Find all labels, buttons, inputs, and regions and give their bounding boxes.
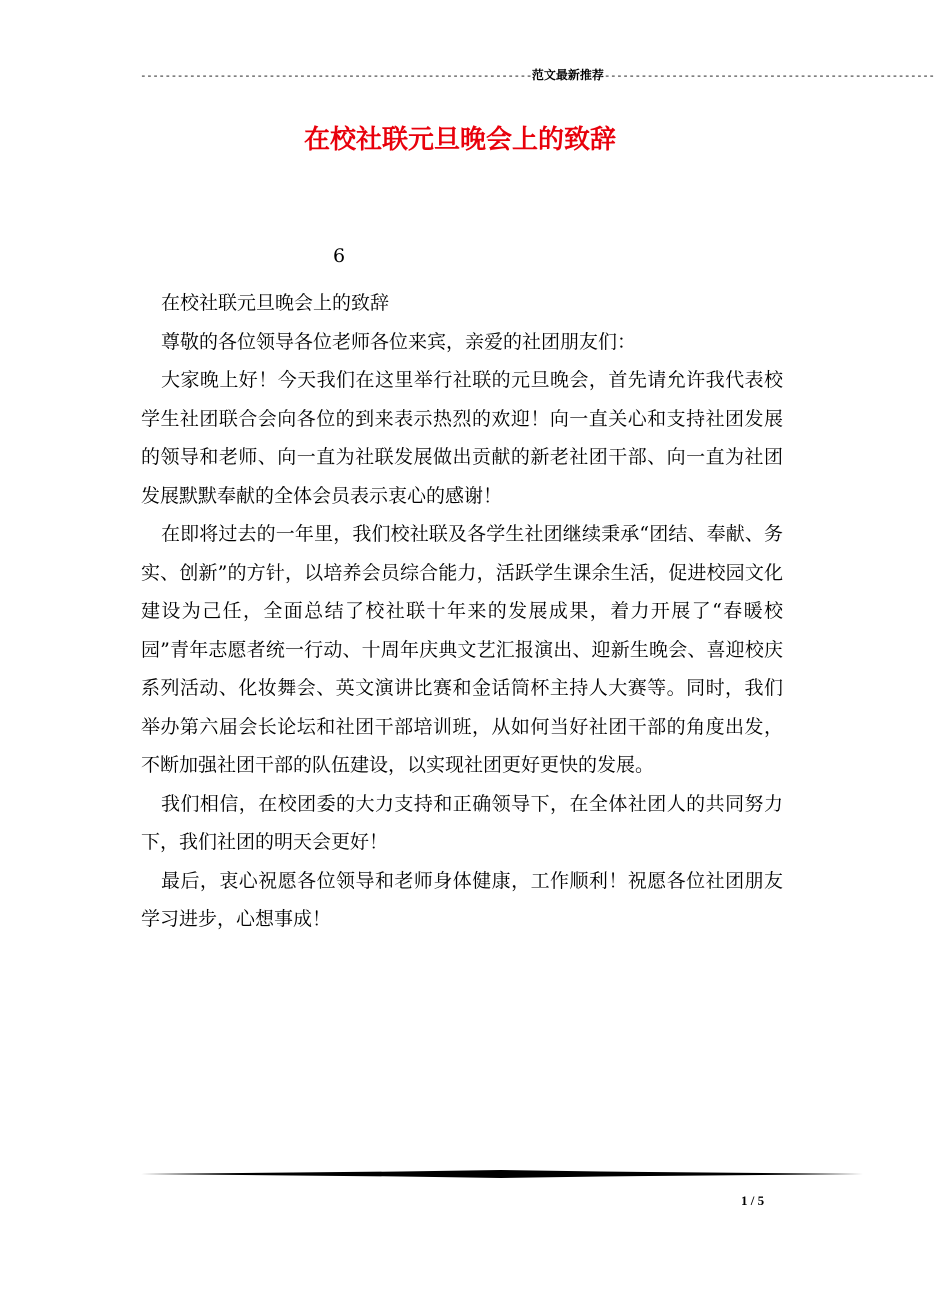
header-label: 范文最新推荐 (531, 68, 604, 82)
document-body (141, 284, 783, 939)
paragraph-salutation: 尊敬的各位领导各位老师各位来宾，亲爱的社团朋友们： (161, 330, 637, 353)
paragraph-review: 在即将过去的一年里，我们校社联及各学生社团继续秉承“团结、奉献、务实、创新”的方针，以培养会员综合能力，活跃学生课余生活，促进校园文化建设为己任，全面总结了校社联十年来的发展成果，着力开展了“春暖校园”青年志愿者统一行动、十周年庆典文艺汇报演出、迎新生晚会、喜迎校庆系列活动、化妆舞会、英文演讲比赛和金话筒杯主持人大赛等。同时，我们举办第六届会长论坛和社团干部培训班，从如何当好社团干部的角度出发，不断加强社团干部的队伍建设，以实现社团更好更快的发展。 (141, 523, 783, 776)
header-dashes-right: ------------------------------------------------------ (603, 69, 934, 82)
page-header (140, 67, 934, 84)
page-indicator: 1 / 5 (741, 1193, 765, 1208)
paragraph-closing: 最后，衷心祝愿各位领导和老师身体健康，工作顺利！祝愿各位社团朋友学习进步，心想事成！ (141, 869, 783, 930)
paragraph-heading: 在校社联元旦晚会上的致辞 (161, 292, 390, 314)
document-title: 在校社联元旦晚会上的致辞 (303, 125, 616, 155)
paragraph-welcome: 大家晚上好！今天我们在这里举行社联的元旦晚会，首先请允许我代表校学生社团联合会向各位的到来表示热烈的欢迎！向一直关心和支持社团发展的领导和老师、向一直为社联发展做出贡献的新老社团干部、向一直为社团发展默默奉献的全体会员表示衷心的感谢！ (141, 369, 783, 507)
footer-rule (141, 1167, 863, 1181)
header-dashes-left: ---------------------------------------------------------------- (140, 69, 532, 82)
top-number: 6 (333, 245, 346, 267)
paragraph-belief: 我们相信，在校团委的大力支持和正确领导下，在全体社团人的共同努力下，我们社团的明天会更好！ (141, 792, 783, 853)
